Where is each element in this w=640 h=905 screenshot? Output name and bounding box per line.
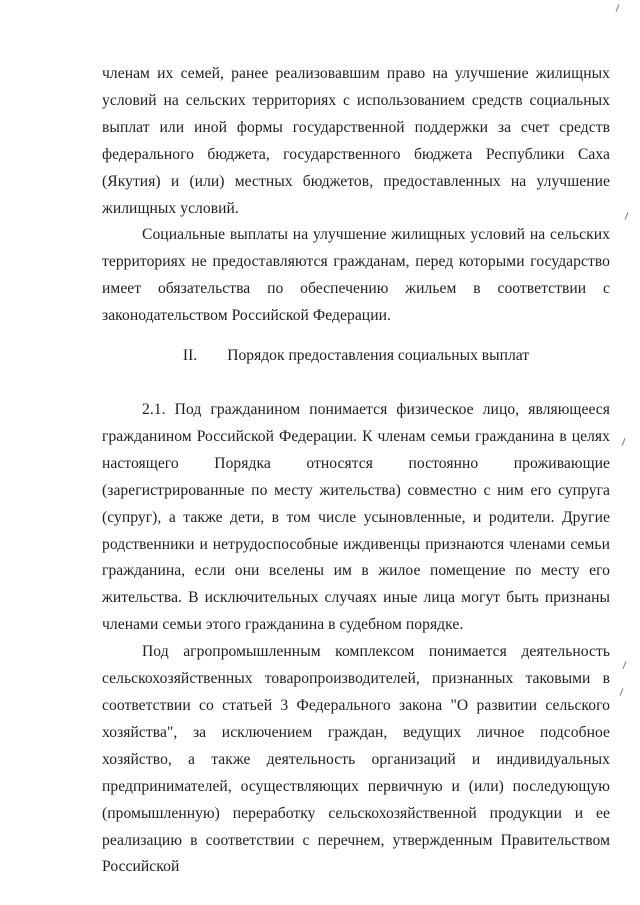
paragraph-citizen-definition: 2.1. Под гражданином понимается физическое лицо, являющееся гражданином Российской Федерации. К членам семьи гражданина в целях настоящего Порядка относятся постоянно проживающие (зарегистрированные по месту жительства) совместно с ним его супруга (супруг), а также дети, в том числе усыновленные, и родители. Другие родственники и нетрудоспособные иждивенцы признаются членами семьи гражданина, если они вселены им в жилое помещение по месту его жительства. В исключительных случаях иные лица могут быть признаны членами семьи этого гражданина в судебном порядке. bbox=[102, 401, 610, 634]
text-block-bottom bbox=[102, 397, 610, 881]
paragraph-agro-complex: Под агропромышленным комплексом понимается деятельность сельскохозяйственных товаропроизводителей, признанных таковыми в соответствии со статьей 3 Федерального закона "О развитии сельского хозяйства", за исключением граждан, ведущих личное подсобное хозяйство, а также деятельность организаций и индивидуальных предпринимателей, осуществляющих первичную и (или) последующую (промышленную) переработку сельскохозяйственной продукции и ее реализацию в соответствии с перечнем, утвержденным Правительством Российской bbox=[102, 643, 610, 876]
margin-mark bbox=[616, 4, 620, 12]
margin-mark bbox=[625, 212, 629, 220]
margin-mark bbox=[623, 661, 627, 669]
margin-mark bbox=[622, 438, 626, 446]
margin-mark bbox=[620, 688, 624, 696]
section-heading bbox=[102, 343, 610, 370]
section-title: Порядок предоставления социальных выплат bbox=[227, 347, 530, 364]
text-block-top bbox=[102, 61, 610, 330]
paragraph-continuation: членам их семей, ранее реализовавшим право на улучшение жилищных условий на сельских территориях с использованием средств социальных выплат или иной формы государственной поддержки за счет средств федерального бюджета, государственного бюджета Республики Саха (Якутия) и (или) местных бюджетов, предоставленных на улучшение жилищных условий. bbox=[102, 65, 610, 217]
paragraph-social-payments: Социальные выплаты на улучшение жилищных условий на сельских территориях не предоставляются гражданам, перед которыми государство имеет обязательства по обеспечению жильем в соответствии с законодательством Российской Федерации. bbox=[102, 226, 610, 325]
section-number: II. bbox=[182, 347, 198, 364]
